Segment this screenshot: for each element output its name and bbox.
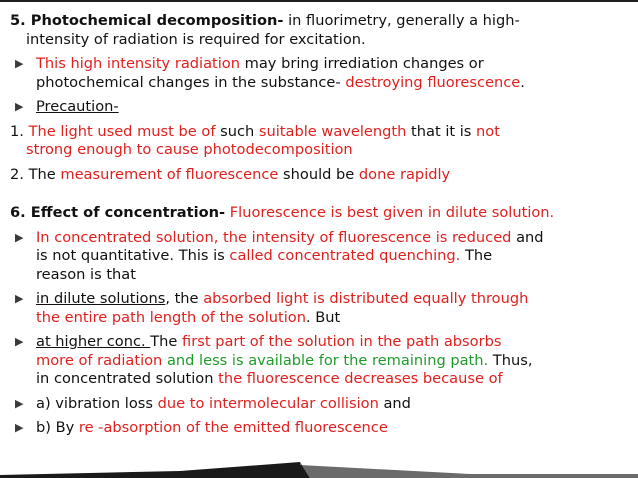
section-5-point-1 [10,123,628,142]
highlight-text: measurement of fluorescence [60,165,279,183]
section-6-heading-line [10,204,628,223]
footer-swoosh-dark [0,462,310,478]
highlight-text: strong enough to cause photodecomposition [26,141,353,158]
highlight-text: suitable wavelength [258,122,407,140]
precaution-label: Precaution- [36,98,119,115]
highlight-text: not [476,122,500,140]
section-6-bullet-5 [10,419,628,438]
highlight-text: Fluorescence is best given in dilute solution. [225,204,555,221]
highlight-text: In concentrated solution, the intensity of fluorescence is reduced [36,228,512,246]
body-text: such [215,122,259,140]
body-text: that it is [406,122,477,140]
highlight-text: called concentrated quenching. [229,247,461,264]
highlight-text: re -absorption of the emitted fluorescence [78,419,388,436]
underlined-text: in dilute solutions [36,290,166,307]
bullet-arrow-icon: ▶ [15,421,24,434]
body-text: photochemical changes in the substance- [36,73,346,91]
section-6-bullet-1 [10,229,628,285]
body-text: . [520,73,525,91]
highlight-text: This high intensity radiation [36,55,240,72]
highlight-text: destroying fluorescence [345,73,521,91]
bullet-arrow-icon: ▶ [15,230,24,244]
highlight-text: The light used must be of [28,122,216,140]
section-5-point-1-cont [10,141,628,160]
section-5-bullet-1 [10,55,628,92]
underlined-text: at higher conc. [36,333,151,350]
section-6-heading: 6. Effect of concentration- [10,204,226,221]
body-text: , the [165,290,204,307]
highlight-text: the fluorescence decreases because of [218,370,503,387]
highlight-text: the entire path length of the solution [36,308,306,326]
body-text: in concentrated solution [36,370,219,387]
point-number: 1. [10,122,29,140]
highlight-text: more of radiation [36,351,163,369]
section-5-heading-line [10,12,628,31]
body-text: b) By [36,419,79,436]
bullet-arrow-icon: ▶ [15,100,24,113]
highlight-text: due to intermolecular collision [157,394,379,412]
section-5-heading: 5. Photochemical decomposition- [10,12,284,29]
point-number: 2. The [10,165,61,183]
body-text: The [460,247,493,264]
slide-content [10,12,628,438]
body-text: is not quantitative. This is [36,247,230,264]
body-text: a) vibration loss [36,394,158,412]
section-5-point-2 [10,166,628,185]
body-text: may bring irrediation changes or [240,55,484,72]
body-text: and [511,228,544,246]
section-5-intro-cont [10,31,628,50]
section-6-bullet-2 [10,290,628,327]
body-text: The [150,333,183,350]
section-5-precaution [10,98,628,117]
bullet-arrow-icon: ▶ [15,57,24,70]
body-text: and [378,394,411,412]
intro-text: intensity of radiation is required for excitation. [26,30,366,48]
highlight-text: absorbed light is distributed equally through [203,290,529,307]
highlight-text: first part of the solution in the path absorbs [182,333,502,350]
body-text: reason is that [36,265,136,283]
bullet-arrow-icon: ▶ [15,292,24,305]
section-6-bullet-3 [10,333,628,389]
section-6-bullet-4 [10,395,628,414]
bullet-arrow-icon: ▶ [15,335,24,348]
slide-footer-decoration [0,462,638,478]
highlight-text: done rapidly [358,165,451,183]
green-text: and less is available for the remaining path. [162,351,489,369]
bullet-arrow-icon: ▶ [15,396,24,410]
section-5-intro: in fluorimetry, generally a high- [283,12,520,29]
body-text: Thus, [488,351,533,369]
body-text: . But [305,308,341,326]
body-text: should be [278,165,359,183]
footer-swoosh-grey [300,462,638,478]
